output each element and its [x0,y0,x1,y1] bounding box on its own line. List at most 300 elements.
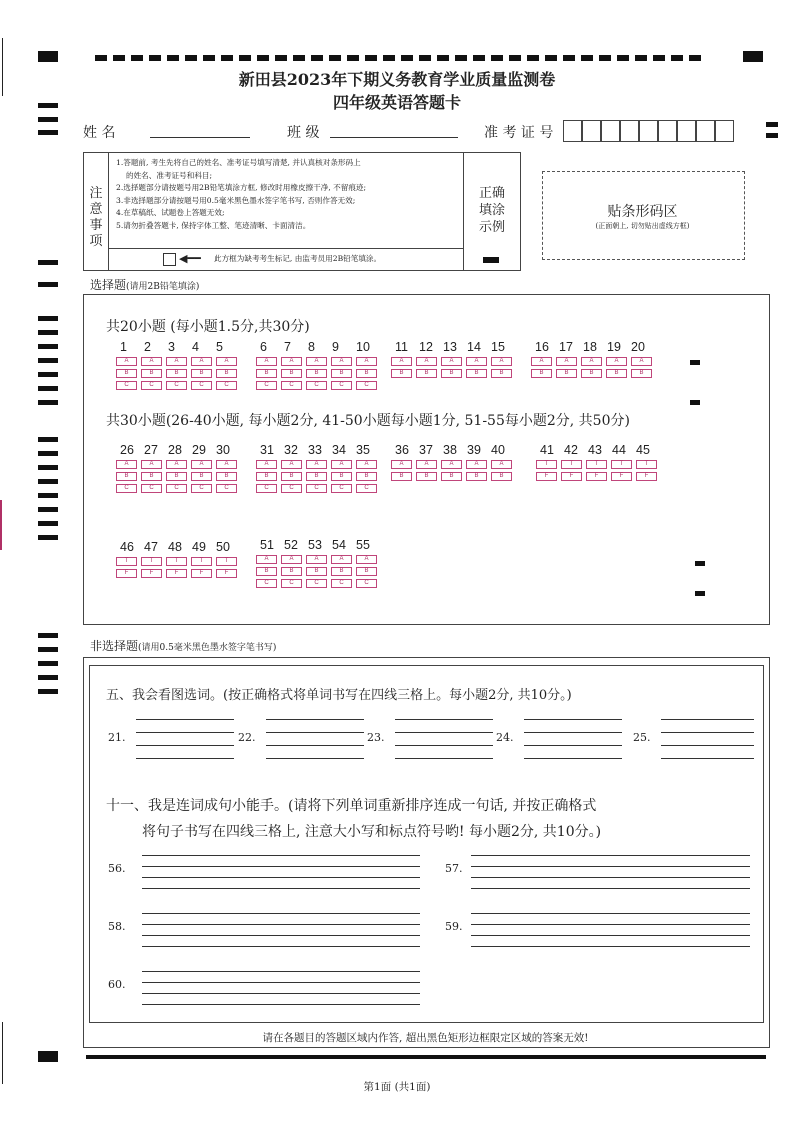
guide-line [142,946,420,947]
option-bubble[interactable]: B [331,369,352,378]
question-number: 38 [443,443,457,457]
question-number: 51 [260,538,274,552]
timing-mark [38,130,58,135]
class-label: 班 级 [287,125,320,141]
option-bubble[interactable]: C [331,579,352,588]
option-bubble[interactable]: F [636,472,657,481]
option-bubble[interactable]: A [531,357,552,366]
corner-mark-bl [38,1051,58,1062]
notice-item: 1.答题前, 考生先将自己的姓名、准考证号填写清楚, 并认真核对条形码上 [116,158,361,167]
question-group [256,443,381,493]
option-bubble[interactable]: C [191,381,212,390]
guide-line [142,855,420,856]
barcode-title: 贴条形码区 [607,204,678,220]
correct-example-char: 正确 [478,186,505,201]
question-group [116,443,241,493]
option-bubble[interactable]: A [306,460,327,469]
option-bubble[interactable]: F [141,569,162,578]
timing-mark [38,479,58,484]
option-bubble[interactable]: C [306,579,327,588]
timing-mark [38,451,58,456]
question-group [256,340,381,390]
timing-mark [38,400,58,405]
question-number: 45 [636,443,650,457]
option-row [531,357,656,366]
answer-number: 23. [367,731,385,744]
option-bubble[interactable]: C [191,484,212,493]
option-bubble[interactable]: B [166,472,187,481]
guide-line [395,758,493,759]
answer-number: 60. [108,978,126,991]
option-bubble[interactable]: B [306,472,327,481]
option-bubble[interactable]: A [256,460,277,469]
option-bubble[interactable]: C [216,484,237,493]
timing-mark [695,561,705,566]
option-bubble[interactable]: A [491,460,512,469]
option-row [116,460,241,469]
sheet-subtitle: 四年级英语答题卡 [332,93,461,112]
option-bubble[interactable]: T [141,557,162,566]
four-line-writing-field[interactable] [395,719,493,759]
option-bubble[interactable]: B [441,472,462,481]
option-bubble[interactable]: C [356,579,377,588]
timing-mark [38,386,58,391]
guide-line [142,924,420,925]
question-number: 27 [144,443,158,457]
notice-divider [108,152,109,270]
timing-mark [38,493,58,498]
option-bubble[interactable]: C [356,484,377,493]
notice-item: 5.请勿折叠答题卡, 保持字体工整、笔迹清晰、卡面清洁。 [116,220,311,230]
question-numbers [256,443,381,457]
question-number: 8 [308,340,315,354]
option-row [536,472,661,481]
option-bubble[interactable]: A [606,357,627,366]
option-bubble[interactable]: A [391,357,412,366]
notice-title [86,186,106,250]
nonchoice-heading-text: 非选择题 [90,639,139,653]
option-bubble[interactable]: A [331,460,352,469]
sheet-title: 新田县2023年下期义务教育学业质量监测卷 [238,70,556,89]
notice-divider [463,152,464,270]
option-bubble[interactable]: A [306,555,327,564]
option-bubble[interactable]: A [356,555,377,564]
option-bubble[interactable]: B [191,369,212,378]
part2-title: 共30小题(26-40小题, 每小题2分, 41-50小题每小题1分, 51-55每小题2分, 共50分) [106,413,630,429]
option-row [256,369,381,378]
guide-line [142,877,420,878]
option-bubble[interactable]: B [331,567,352,576]
question-number: 55 [356,538,370,552]
guide-line [661,758,754,759]
option-bubble[interactable]: T [636,460,657,469]
question-numbers [391,443,516,457]
guide-line [142,993,420,994]
four-line-writing-field[interactable] [524,719,622,759]
timing-mark [38,465,58,470]
option-bubble[interactable]: F [586,472,607,481]
correct-example-mark [483,257,499,263]
question-number: 50 [216,540,230,554]
option-bubble[interactable]: T [191,557,212,566]
option-row [116,557,241,566]
notice-item: 2.选择题部分请按题号用2B铅笔填涂方框, 修改时用橡皮擦干净, 不留痕迹; [116,183,367,192]
option-bubble[interactable]: C [256,579,277,588]
option-row [391,357,516,366]
guide-line [471,888,750,889]
question-number: 40 [491,443,505,457]
notice-item: 4.在草稿纸、试题卷上答题无效; [116,208,225,217]
guide-line [524,732,622,733]
four-line-writing-field[interactable] [142,971,420,1005]
option-bubble[interactable]: C [281,579,302,588]
option-bubble[interactable]: C [306,381,327,390]
option-row [256,381,381,390]
option-bubble[interactable]: B [356,472,377,481]
footer-warning: 请在各题目的答题区域内作答, 超出黑色矩形边框限定区域的答案无效! [262,1032,589,1044]
question-number: 53 [308,538,322,552]
question-number: 14 [467,340,481,354]
question-number: 9 [332,340,339,354]
answer-number: 21. [108,731,126,744]
notice-title-char: 事 [89,218,103,233]
timing-mark [38,330,58,335]
option-bubble[interactable]: A [191,357,212,366]
option-bubble[interactable]: A [141,460,162,469]
exam-id-cell[interactable] [639,120,658,142]
question-number: 4 [192,340,199,354]
absent-checkbox[interactable] [163,253,176,266]
question-group [391,340,516,378]
guide-line [471,946,750,947]
guide-line [471,935,750,936]
option-row [256,460,381,469]
question-number: 41 [540,443,554,457]
question-numbers [391,340,516,354]
question-number: 12 [419,340,433,354]
notice-item: 3.非选择题部分请按题号用0.5毫米黑色墨水签字笔书写, 否则作答无效; [116,195,356,205]
option-bubble[interactable]: B [116,472,137,481]
option-bubble[interactable]: B [491,369,512,378]
barcode-hint: (正面朝上, 切勿贴出虚线方框) [595,222,690,230]
answer-number: 24. [496,731,514,744]
corner-mark-tl [38,51,58,62]
option-bubble[interactable]: B [281,369,302,378]
option-bubble[interactable]: B [391,472,412,481]
question-number: 17 [559,340,573,354]
four-line-writing-field[interactable] [136,719,234,759]
option-bubble[interactable]: B [256,369,277,378]
option-bubble[interactable]: A [166,460,187,469]
four-line-writing-field[interactable] [266,719,364,759]
exam-id-cell[interactable] [582,120,601,142]
option-bubble[interactable]: C [216,381,237,390]
question-number: 19 [607,340,621,354]
timing-mark [766,122,778,127]
option-bubble[interactable]: C [281,484,302,493]
option-bubble[interactable]: C [116,484,137,493]
option-bubble[interactable]: F [166,569,187,578]
option-bubble[interactable]: B [391,369,412,378]
exam-id-cell[interactable] [563,120,582,142]
four-line-writing-field[interactable] [471,913,750,947]
option-bubble[interactable]: C [141,484,162,493]
guide-line [395,745,493,746]
answer-number: 57. [445,862,463,875]
option-bubble[interactable]: C [331,381,352,390]
timing-mark [38,507,58,512]
question-number: 2 [144,340,151,354]
option-bubble[interactable]: B [306,369,327,378]
page-number: 第1面 (共1面) [363,1081,431,1093]
option-bubble[interactable]: B [306,567,327,576]
option-bubble[interactable]: A [356,460,377,469]
timing-mark [38,675,58,680]
option-bubble[interactable]: A [416,460,437,469]
option-bubble[interactable]: A [491,357,512,366]
exam-id-cell[interactable] [601,120,620,142]
option-bubble[interactable]: F [216,569,237,578]
option-bubble[interactable]: A [356,357,377,366]
class-field[interactable] [330,137,458,138]
option-bubble[interactable]: A [416,357,437,366]
option-row [391,460,516,469]
option-bubble[interactable]: B [466,369,487,378]
option-row [256,555,381,564]
question-group [536,443,661,481]
question-number: 5 [216,340,223,354]
option-bubble[interactable]: F [116,569,137,578]
option-bubble[interactable]: B [281,567,302,576]
option-bubble[interactable]: C [141,381,162,390]
question-number: 26 [120,443,134,457]
name-field[interactable] [150,137,250,138]
option-bubble[interactable]: A [556,357,577,366]
option-bubble[interactable]: A [631,357,652,366]
option-bubble[interactable]: A [581,357,602,366]
exam-id-cell[interactable] [620,120,639,142]
question-group [116,540,241,578]
left-edge-line [2,1022,3,1084]
option-bubble[interactable]: B [256,472,277,481]
option-bubble[interactable]: T [611,460,632,469]
answer-number: 25. [633,731,651,744]
notice-divider [109,248,463,249]
option-bubble[interactable]: B [416,369,437,378]
timing-mark [38,344,58,349]
guide-line [142,888,420,889]
question-numbers [536,443,661,457]
exam-id-cell[interactable] [658,120,677,142]
timing-mark [38,521,58,526]
exam-id-cell[interactable] [677,120,696,142]
option-bubble[interactable]: B [416,472,437,481]
timing-mark [38,260,58,265]
option-bubble[interactable]: A [281,357,302,366]
exam-id-label: 准 考 证 号 [484,125,554,141]
option-bubble[interactable]: A [166,357,187,366]
option-bubble[interactable]: A [116,357,137,366]
option-bubble[interactable]: A [256,555,277,564]
option-bubble[interactable]: B [466,472,487,481]
guide-line [142,935,420,936]
timing-mark [38,661,58,666]
option-bubble[interactable]: A [466,460,487,469]
option-bubble[interactable]: A [116,460,137,469]
option-bubble[interactable]: A [466,357,487,366]
guide-line [136,719,234,720]
option-row [391,472,516,481]
option-bubble[interactable]: B [116,369,137,378]
option-bubble[interactable]: A [331,555,352,564]
option-bubble[interactable]: B [581,369,602,378]
option-row [116,472,241,481]
guide-line [661,732,754,733]
option-bubble[interactable]: B [356,369,377,378]
timing-mark [38,117,58,122]
option-bubble[interactable]: C [356,381,377,390]
guide-line [395,732,493,733]
timing-mark [690,400,700,405]
notice-items [116,157,366,232]
option-bubble[interactable]: B [216,369,237,378]
option-bubble[interactable]: T [116,557,137,566]
option-bubble[interactable]: A [331,357,352,366]
question-numbers [116,443,241,457]
option-bubble[interactable]: T [166,557,187,566]
question-number: 15 [491,340,505,354]
option-bubble[interactable]: A [281,460,302,469]
option-bubble[interactable]: B [606,369,627,378]
option-bubble[interactable]: C [256,381,277,390]
option-row [256,579,381,588]
question-number: 39 [467,443,481,457]
option-bubble[interactable]: A [216,460,237,469]
option-bubble[interactable]: C [256,484,277,493]
question-group [391,443,516,481]
option-bubble[interactable]: T [216,557,237,566]
timing-mark [38,647,58,652]
four-line-writing-field[interactable] [142,913,420,947]
guide-line [142,982,420,983]
option-bubble[interactable]: B [141,472,162,481]
option-bubble[interactable]: C [116,381,137,390]
option-bubble[interactable]: B [191,472,212,481]
option-bubble[interactable]: C [166,484,187,493]
option-bubble[interactable]: B [631,369,652,378]
option-bubble[interactable]: F [561,472,582,481]
four-line-writing-field[interactable] [471,855,750,889]
option-bubble[interactable]: F [191,569,212,578]
option-bubble[interactable]: B [531,369,552,378]
question-number: 43 [588,443,602,457]
bottom-bar [86,1055,766,1059]
option-bubble[interactable]: C [166,381,187,390]
guide-line [266,732,364,733]
option-bubble[interactable]: A [306,357,327,366]
option-bubble[interactable]: A [141,357,162,366]
four-line-writing-field[interactable] [661,719,754,759]
question-numbers [531,340,656,354]
question-numbers [256,340,381,354]
question-number: 48 [168,540,182,554]
question-number: 49 [192,540,206,554]
option-bubble[interactable]: C [281,381,302,390]
question-number: 7 [284,340,291,354]
exam-id-cell[interactable] [696,120,715,142]
option-bubble[interactable]: C [306,484,327,493]
option-bubble[interactable]: A [391,460,412,469]
choice-heading-text: 选择题 [90,278,127,292]
timing-mark [38,358,58,363]
option-row [256,472,381,481]
four-line-writing-field[interactable] [142,855,420,889]
option-bubble[interactable]: A [441,357,462,366]
question-group [116,340,241,390]
left-edge-tick [0,500,2,550]
guide-line [471,866,750,867]
option-bubble[interactable]: B [281,472,302,481]
option-bubble[interactable]: B [166,369,187,378]
option-bubble[interactable]: B [216,472,237,481]
question-number: 20 [631,340,645,354]
option-bubble[interactable]: B [256,567,277,576]
corner-mark-tr [743,51,763,62]
guide-line [136,732,234,733]
guide-line [471,877,750,878]
nonchoice-heading [90,637,276,654]
guide-line [142,1004,420,1005]
section5-title: 五、我会看图选词。(按正确格式将单词书写在四线三格上。每小题2分, 共10分。) [106,688,572,703]
question-number: 31 [260,443,274,457]
option-bubble[interactable]: A [281,555,302,564]
option-bubble[interactable]: F [611,472,632,481]
answer-number: 59. [445,920,463,933]
option-bubble[interactable]: F [536,472,557,481]
option-bubble[interactable]: T [586,460,607,469]
question-number: 30 [216,443,230,457]
option-bubble[interactable]: B [556,369,577,378]
question-number: 1 [120,340,127,354]
notice-item: 的姓名、准考证号和科目; [126,170,213,180]
option-bubble[interactable]: B [491,472,512,481]
guide-line [524,745,622,746]
option-bubble[interactable]: B [331,472,352,481]
option-bubble[interactable]: B [356,567,377,576]
option-row [116,369,241,378]
option-bubble[interactable]: A [191,460,212,469]
option-bubble[interactable]: T [536,460,557,469]
option-bubble[interactable]: B [141,369,162,378]
option-bubble[interactable]: C [331,484,352,493]
guide-line [136,745,234,746]
option-bubble[interactable]: T [561,460,582,469]
guide-line [661,745,754,746]
name-label: 姓 名 [83,125,116,141]
question-group [256,538,381,588]
choice-heading-note: (请用2B铅笔填涂) [126,282,200,292]
option-bubble[interactable]: A [256,357,277,366]
option-bubble[interactable]: A [441,460,462,469]
exam-id-cell[interactable] [715,120,734,142]
notice-title-char: 注 [89,186,103,201]
option-bubble[interactable]: B [441,369,462,378]
guide-line [471,913,750,914]
question-number: 28 [168,443,182,457]
guide-line [142,913,420,914]
option-bubble[interactable]: A [216,357,237,366]
option-row [531,369,656,378]
